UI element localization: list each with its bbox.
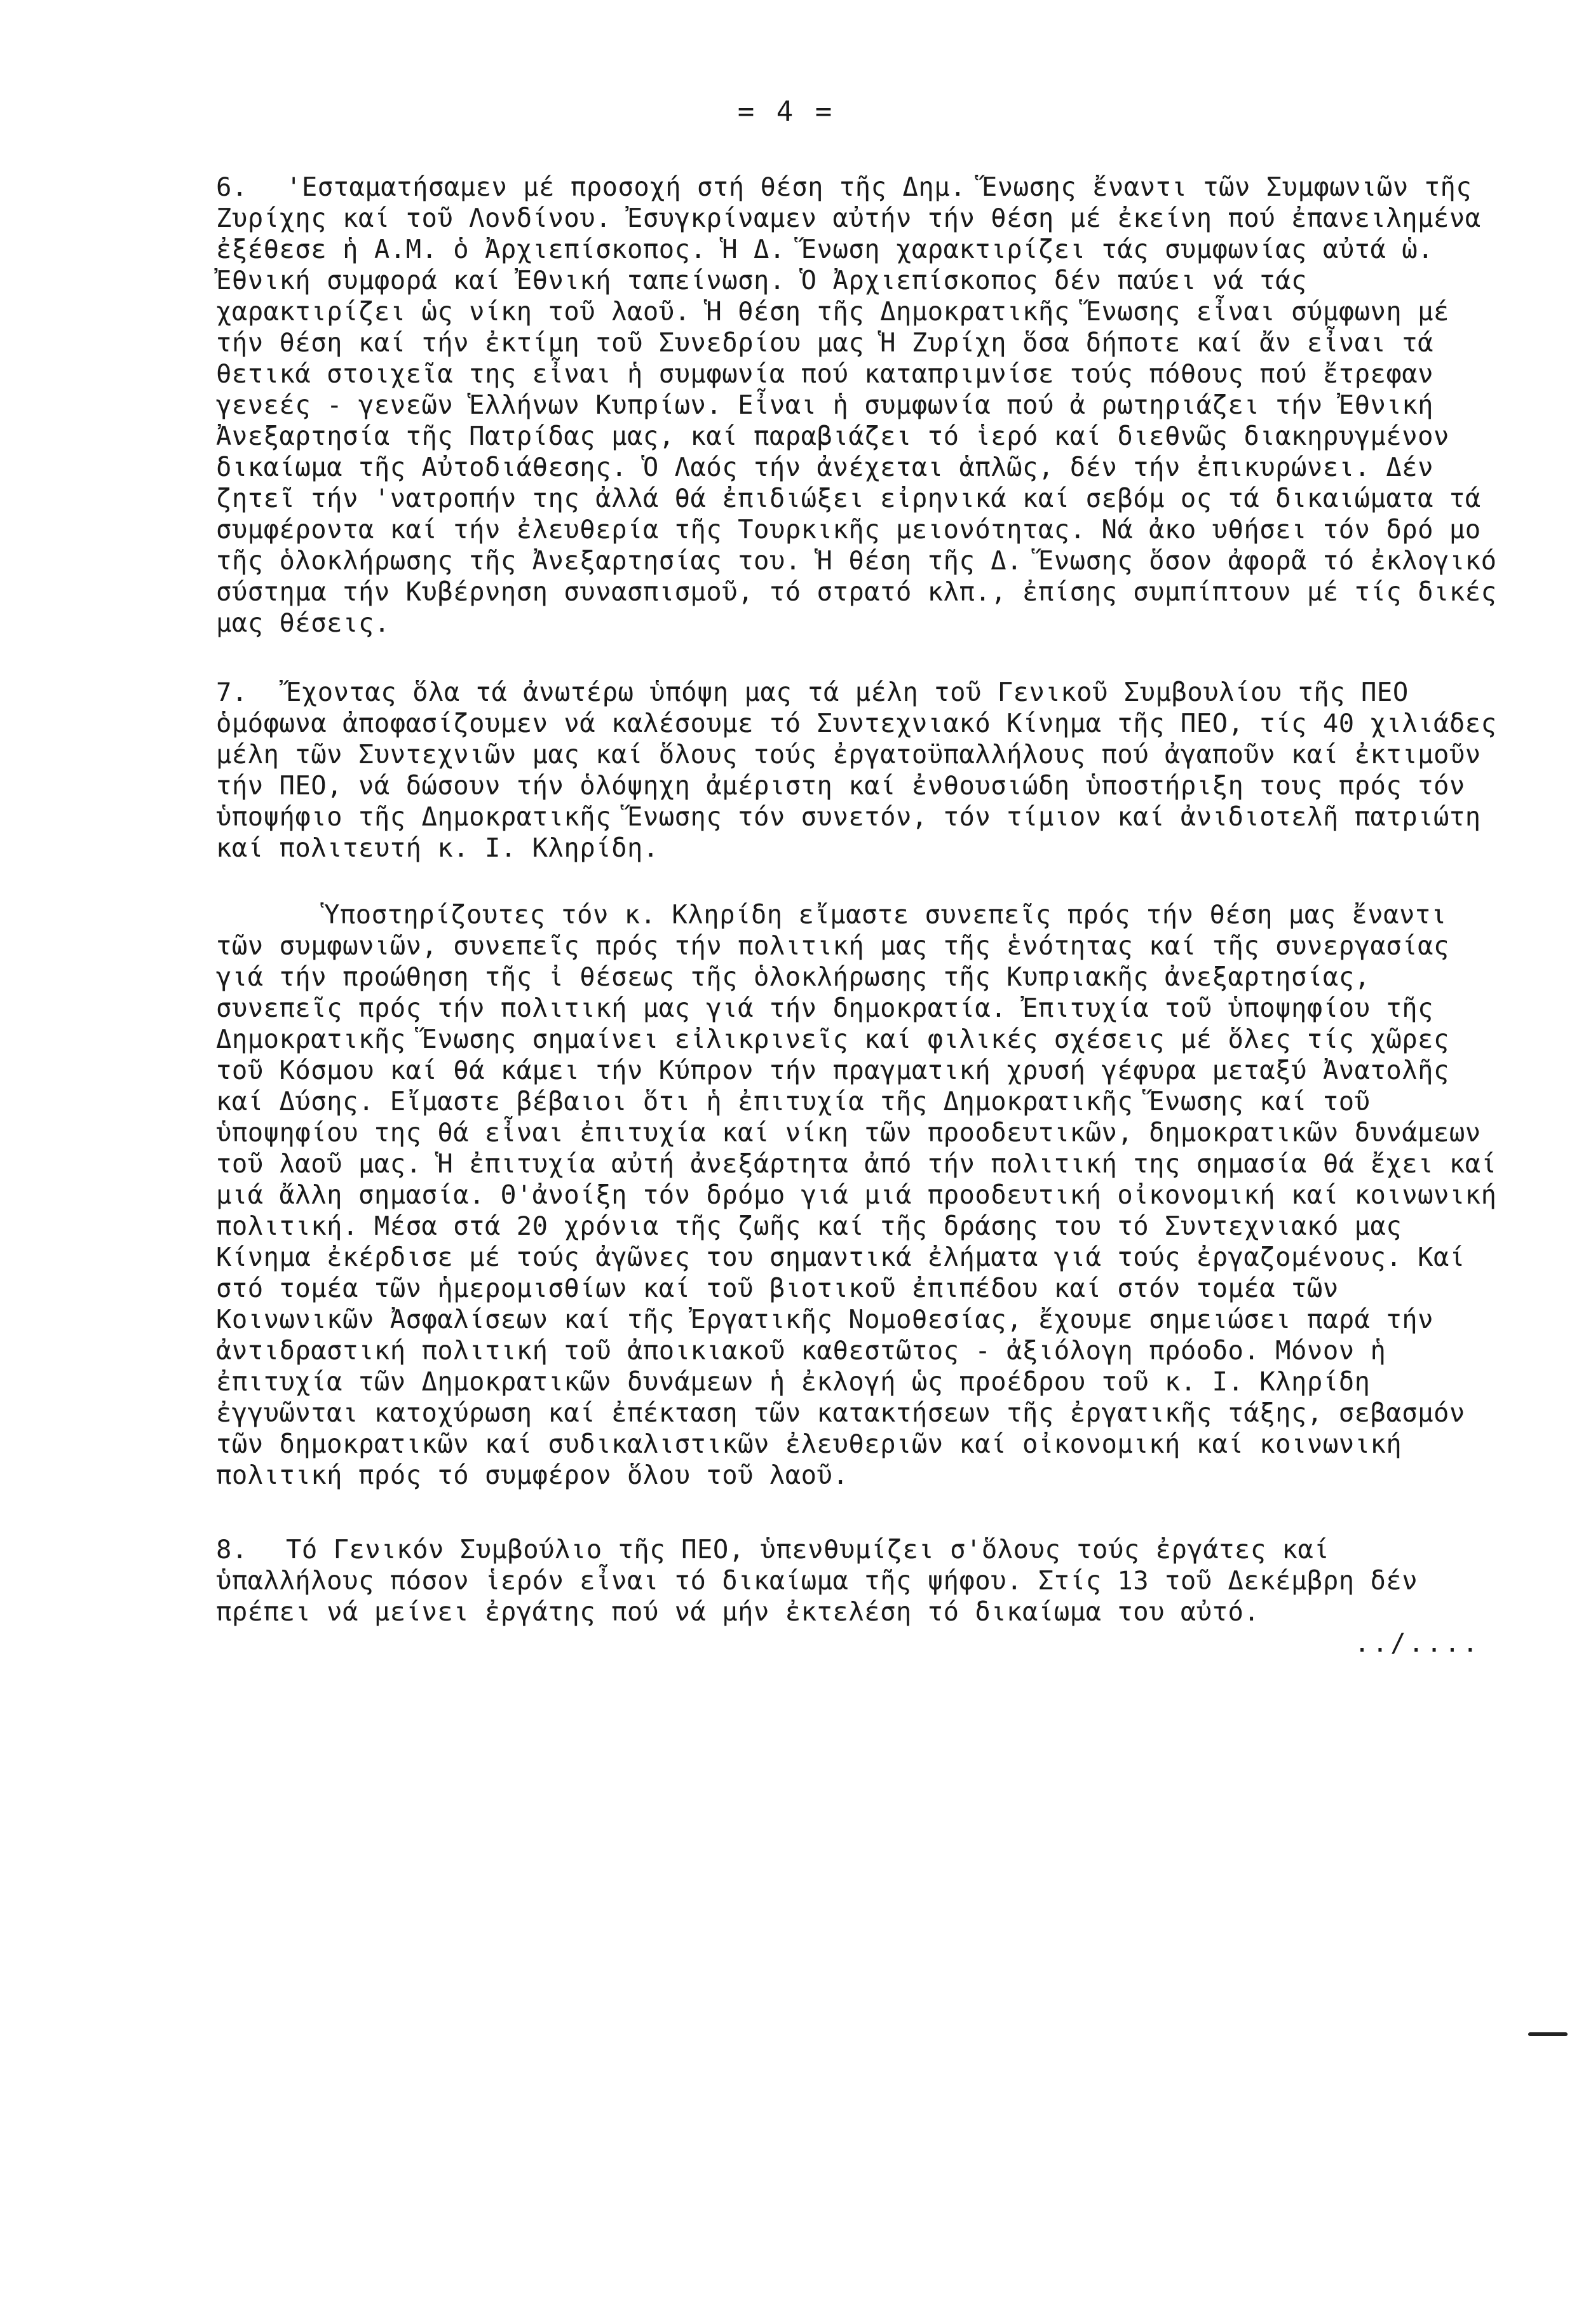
paragraph-7-text: Ἔχοντας ὅλα τά ἀνωτέρω ὑπόψη μας τά μέλη τοῦ Γενικοῦ Συμβουλίου τῆς ΠΕΟ ὁμόφωνα ἀποφασίζουμεν νά καλέσουμε τό Συντεχνιακό Κίνημα τῆς ΠΕΟ, τίς 40 χιλιάδες μέλη τῶν Συντεχνιῶν μας καί ὅλους τούς ἐργατοϋπαλλήλους πού ἀγαποῦν καί ἐκτιμοῦν τήν ΠΕΟ, νά δώσουν τήν ὁλόψηχη ἀμέριστη καί ἐνθουσιώδη ὑποστήριξη τους πρός τόν ὑποψήφιο τῆς Δημοκρατικῆς Ἕνωσης τόν συνετόν, τόν τίμιον καί ἀνιδιοτελῆ πατριώτη καί πολιτευτή κ. Ι. Κληρίδη. bbox=[216, 677, 1497, 863]
continuation-marker: ../.... bbox=[1354, 1627, 1481, 1658]
margin-pen-mark bbox=[1528, 2032, 1568, 2036]
paragraph-8 bbox=[216, 1534, 1500, 1627]
paragraph-6-number: 6. bbox=[216, 172, 248, 202]
document-body bbox=[216, 172, 1500, 1659]
page-number: = 4 = bbox=[737, 95, 835, 128]
paragraph-8-number: 8. bbox=[216, 1534, 248, 1565]
paragraph-6 bbox=[216, 172, 1500, 639]
paragraph-7-number: 7. bbox=[216, 677, 248, 707]
paragraph-8-text: Τό Γενικόν Συμβούλιο τῆς ΠΕΟ, ὑπενθυμίζει σ'ὅλους τούς ἐργάτες καί ὑπαλλήλους πόσον ἱερόν εἶναι τό δικαίωμα τῆς ψήφου. Στίς 13 τοῦ Δεκέμβρη δέν πρέπει νά μείνει ἐργάτης πού νά μήν ἐκτελέση τό δικαίωμα του αὐτό. bbox=[216, 1534, 1418, 1627]
paragraph-7-continued: Ὑποστηρίζουτες τόν κ. Κληρίδη εἴμαστε συνεπεῖς πρός τήν θέση μας ἔναντι τῶν συμφωνιῶν, συνεπεῖς πρός τήν πολιτική μας τῆς ἑνότητας καί τῆς συνεργασίας γιά τήν προώθηση τῆς ἰ θέσεως τῆς ὁλοκλήρωσης τῆς Κυπριακῆς ἀνεξαρτησίας, συνεπεῖς πρός τήν πολιτική μας γιά τήν δημοκρατία. Ἐπιτυχία τοῦ ὑποψηφίου τῆς Δημοκρατικῆς Ἕνωσης σημαίνει εἰλικρινεῖς καί φιλικές σχέσεις μέ ὅλες τίς χῶρες τοῦ Κόσμου καί θά κάμει τήν Κύπρον τήν πραγματική χρυσή γέφυρα μεταξύ Ἀνατολῆς καί Δύσης. Εἴμαστε βέβαιοι ὅτι ἡ ἐπιτυχία τῆς Δημοκρατικῆς Ἕνωσης καί τοῦ ὑποψηφίου της θά εἶναι ἐπιτυχία καί νίκη τῶν προοδευτικῶν, δημοκρατικῶν δυνάμεων τοῦ λαοῦ μας. Ἡ ἐπιτυχία αὐτή ἀνεξάρτητα ἀπό τήν πολιτική της σημασία θά ἔχει καί μιά ἄλλη σημασία. Θ'ἀνοίξη τόν δρόμο γιά μιά προοδευτική οἰκονομική καί κοινωνική πολιτική. Μέσα στά 20 χρόνια τῆς ζωῆς καί τῆς δράσης του τό Συντεχνιακό μας Κίνημα ἐκέρδισε μέ τούς ἀγῶνες του σημαντικά ἐλήματα γιά τούς ἐργαζομένους. Καί στό τομέα τῶν ἡμερομισθίων καί τοῦ βιοτικοῦ ἐπιπέδου καί στόν τομέα τῶν Κοινωνικῶν Ἀσφαλίσεων καί τῆς Ἐργατικῆς Νομοθεσίας, ἔχουμε σημειώσει παρά τήν ἀντιδραστική πολιτική τοῦ ἀποικιακοῦ καθεστῶτος - ἀξιόλογη πρόοδο. Μόνον ἡ ἐπιτυχία τῶν Δημοκρατικῶν δυνάμεων ἡ ἐκλογή ὡς προέδρου τοῦ κ. Ι. Κληρίδη ἐγγυῶνται κατοχύρωση καί ἐπέκταση τῶν κατακτήσεων τῆς ἐργατικῆς τάξης, σεβασμόν τῶν δημοκρατικῶν καί συδικαλιστικῶν ἐλευθεριῶν καί οἰκονομική καί κοινωνική πολιτική πρός τό συμφέρον ὅλου τοῦ λαοῦ. bbox=[216, 899, 1497, 1490]
paragraph-6-text: 'Εσταματήσαμεν μέ προσοχή στή θέση τῆς Δημ. Ἕνωσης ἔναντι τῶν Συμφωνιῶν τῆς Ζυρίχης καί τοῦ Λονδίνου. Ἐσυγκρίναμεν αὐτήν τήν θέση μέ ἐκείνη πού ἐπανειλημένα ἐξέθεσε ἡ Α.Μ. ὁ Ἀρχιεπίσκοπος. Ἡ Δ. Ἕνωση χαρακτιρίζει τάς συμφωνίας αὐτά ὡ. Ἐθνική συμφορά καί Ἐθνική ταπείνωση. Ὁ Ἀρχιεπίσκοπος δέν παύει νά τάς χαρακτιρίζει ὡς νίκη τοῦ λαοῦ. Ἡ θέση τῆς Δημοκρατικῆς Ἕνωσης εἶναι σύμφωνη μέ τήν θέση καί τήν ἐκτίμη τοῦ Συνεδρίου μας Ἡ Ζυρίχη ὅσα δήποτε καί ἄν εἶναι τά θετικά στοιχεῖα της εἶναι ἡ συμφωνία πού καταπριμνίσε τούς πόθους πού ἔτρεφαν γενεές - γενεῶν Ἑλλήνων Κυπρίων. Εἶναι ἡ συμφωνία πού ἀ ρωτηριάζει τήν Ἐθνική Ἀνεξαρτησία τῆς Πατρίδας μας, καί παραβιάζει τό ἱερό καί διεθνῶς διακηρυγμένον δικαίωμα τῆς Αὐτοδιάθεσης. Ὁ Λαός τήν ἀνέχεται ἁπλῶς, δέν τήν ἐπικυρώνει. Δέν ζητεῖ τήν 'νατροπήν της ἀλλά θά ἐπιδιώξει εἰρηνικά καί σεβόμ ος τά δικαιώματα τά συμφέροντα καί τήν ἐλευθερία τῆς Τουρκικῆς μειονότητας. Νά ἀκο υθήσει τόν δρό μο τῆς ὁλοκλήρωσης τῆς Ἀνεξαρτησίας του. Ἡ θέση τῆς Δ. Ἕνωσης ὅσον ἀφορᾶ τό ἐκλογικό σύστημα τήν Κυβέρνηση συνασπισμοῦ, τό στρατό κλπ., ἐπίσης συμπίπτουν μέ τίς δικές μας θέσεις. bbox=[216, 172, 1497, 638]
paragraph-7 bbox=[216, 677, 1500, 864]
